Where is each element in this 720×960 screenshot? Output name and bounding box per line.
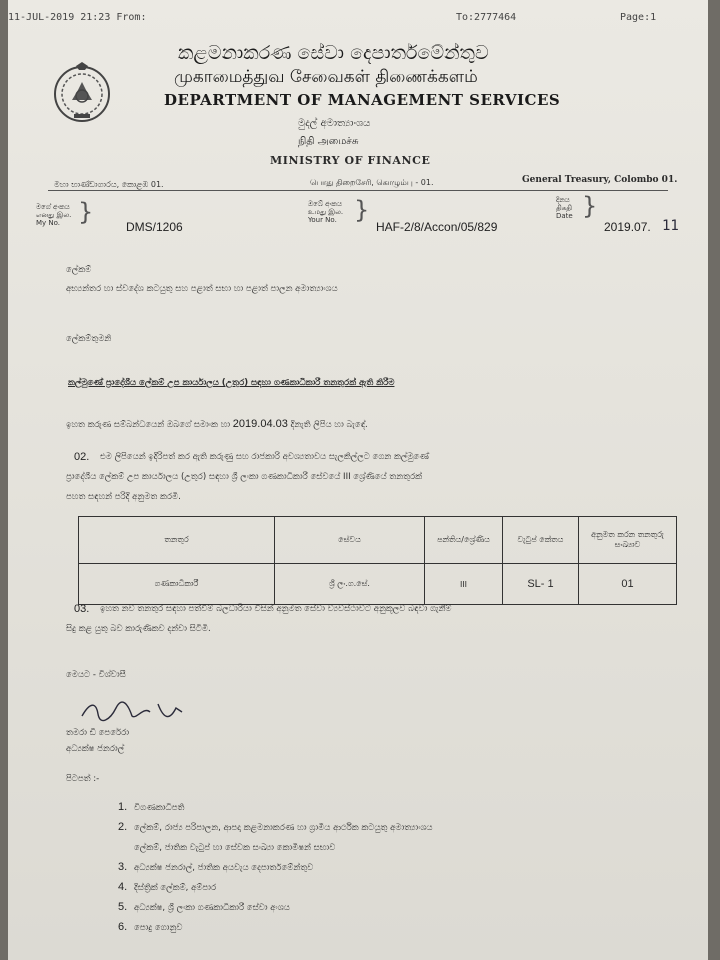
address-english: General Treasury, Colombo 01.: [522, 175, 678, 185]
list-item: 3. අධ්‍යක්ෂ ජනරාල්, ජාතික අයවැය දෙපාර්තමේන්තුව: [118, 861, 314, 873]
my-number-value: DMS/1206: [126, 220, 183, 234]
your-number-label: ඔබේ අංකය உமது இல. Your No.: [308, 200, 344, 224]
your-number-value: HAF-2/8/Accon/05/829: [376, 220, 498, 234]
your-number-brace: }: [354, 196, 370, 224]
signatory-title: අධ්‍යක්ෂ ජනරාල්: [66, 744, 125, 754]
date-label: දිනය திகதி Date: [556, 196, 573, 220]
department-name-english: DEPARTMENT OF MANAGEMENT SERVICES: [164, 91, 561, 109]
paragraph-3-line-1: ඉහත නව තනතුර සඳහා පත්වීම් බලධාරියා විසින් අනුමත සේවා ව්‍යවස්ථාවට අනුකූලව බඳවා ගැනීම්: [100, 604, 452, 614]
paragraph-3-line-2: සිදු කළ යුතු බව කාරුණිකව දන්වා සිටිමි.: [66, 624, 211, 634]
column-header-position: තනතුර: [79, 517, 275, 564]
paragraph-1: ඉහත කරුණ සම්බන්ධයෙන් ඔබගේ සමාංක හා 2019.04.03 දිනැති ලිපිය හා බැඳේ.: [66, 418, 368, 430]
date-day-handwritten: 11: [662, 218, 679, 234]
addressee-ministry: අභ්‍යන්තර හා ස්වදේශ කටයුතු සහ පළාත් සභා හා පළාත් පාලන අමාත්‍යාංශය: [66, 284, 338, 294]
signatory-name: තමරා ඩී පෙරේරා: [66, 728, 130, 738]
list-item: ලේකම්, ජාතික වැටුප් හා සේවක සංඛ්‍යා කොමිෂන් සභාව: [134, 843, 336, 853]
copies-label: පිටපත් :-: [66, 774, 100, 784]
header-divider: [48, 190, 668, 191]
department-name-sinhala: කළමනාකරණ සේවා දෙපාර්තමේන්තුව: [178, 42, 489, 64]
reference-letter-date: 2019.04.03: [232, 418, 288, 430]
column-header-service: සේවය: [275, 517, 425, 564]
sri-lanka-emblem-icon: [52, 60, 112, 124]
approved-position-table: [78, 516, 677, 605]
my-number-label: මගේ අංකය எனது இல. My No.: [36, 203, 72, 227]
fax-page-number: Page:1: [620, 12, 657, 23]
column-header-salary-code: වැටුප් කේතය: [503, 517, 579, 564]
paragraph-2-line-3: පහත සඳහන් පරිදි අනුමත කරමි.: [66, 492, 181, 502]
cell-service: ශ්‍රී ලං.ග.සේ.: [275, 564, 425, 605]
date-brace: }: [582, 192, 598, 220]
list-item: 4. දිස්ත්‍රික් ලේකම්, අම්පාර: [118, 881, 217, 893]
table-row: [79, 564, 677, 605]
letter-subject: කල්මුණේ ප්‍රාදේශීය ලේකම් උප කාර්යාලය (උතුර) සඳහා ගණකාධිකාරී තනතුරක් ඇති කිරීම: [68, 378, 395, 388]
paragraph-2-number: 02.: [74, 451, 90, 463]
addressee-title: ලේකම්: [66, 265, 92, 275]
letter-page: [8, 0, 708, 960]
signature-mark: [78, 698, 188, 724]
paragraph-2-line-2: ප්‍රාදේශීය ලේකම් උප කාර්යාලය (උතුර) සඳහා ශ්‍රී ලංකා ගණකාධිකාරී සේවයේ III ශ්‍රේණියේ තනතුරක්: [66, 472, 423, 482]
address-sinhala: මහා භාණ්ඩාගාරය, කොළඹ 01.: [54, 180, 164, 189]
table-header-row: [79, 517, 677, 564]
my-number-brace: }: [78, 198, 94, 226]
ministry-name-sinhala: මුදල් අමාත්‍යාංශය: [298, 118, 371, 129]
list-item: 2. ලේකම්, රාජ්‍ය පරිපාලන, ආපදා කළමනාකරණ හා ග්‍රාමීය ආර්ථික කටයුතු අමාත්‍යාංශය: [118, 821, 433, 833]
column-header-approved-count: අනුමත කරන තනතුරු සංඛ්‍යාව: [579, 517, 677, 564]
cell-position: ගණකාධිකාරී: [79, 564, 275, 605]
date-value: 2019.07.: [604, 220, 651, 234]
ministry-name-tamil: நிதி அமைச்சு: [298, 136, 359, 147]
ministry-name-english: MINISTRY OF FINANCE: [270, 154, 431, 167]
cell-salary-code: SL- 1: [503, 564, 579, 605]
paragraph-3-number: 03.: [74, 603, 90, 615]
list-item: 6. පොදු ගොනුව: [118, 921, 183, 933]
salutation: ලේකම්තුමනි: [66, 334, 112, 344]
fax-date-time: 11-JUL-2019 21:23 From:: [8, 12, 147, 23]
list-item: 1. විගණකාධිපති: [118, 801, 185, 813]
column-header-class-grade: පන්තිය/ශ්‍රේණිය: [425, 517, 503, 564]
department-name-tamil: முகாமைத்துவ சேவைகள் திணைக்களம்: [174, 67, 478, 87]
paragraph-2-line-1: එම ලිපියෙන් ඉදිරිපත් කර ඇති කරුණු සහ රාජකාරි අවශ්‍යතාවය සැලකිල්ලට ගෙන කල්මුණේ: [100, 452, 429, 462]
copy-list: [118, 795, 433, 935]
fax-recipient: To:2777464: [456, 12, 517, 23]
cell-class-grade: III: [425, 564, 503, 605]
cell-approved-count: 01: [579, 564, 677, 605]
address-tamil: பொது திறைசேரி, கொழும்பு - 01.: [310, 178, 434, 187]
closing-line: මෙයට - විශ්වාසී: [66, 670, 126, 680]
list-item: 5. අධ්‍යක්ෂ, ශ්‍රී ලංකා ගණකාධිකාරී සේවා අංශය: [118, 901, 290, 913]
